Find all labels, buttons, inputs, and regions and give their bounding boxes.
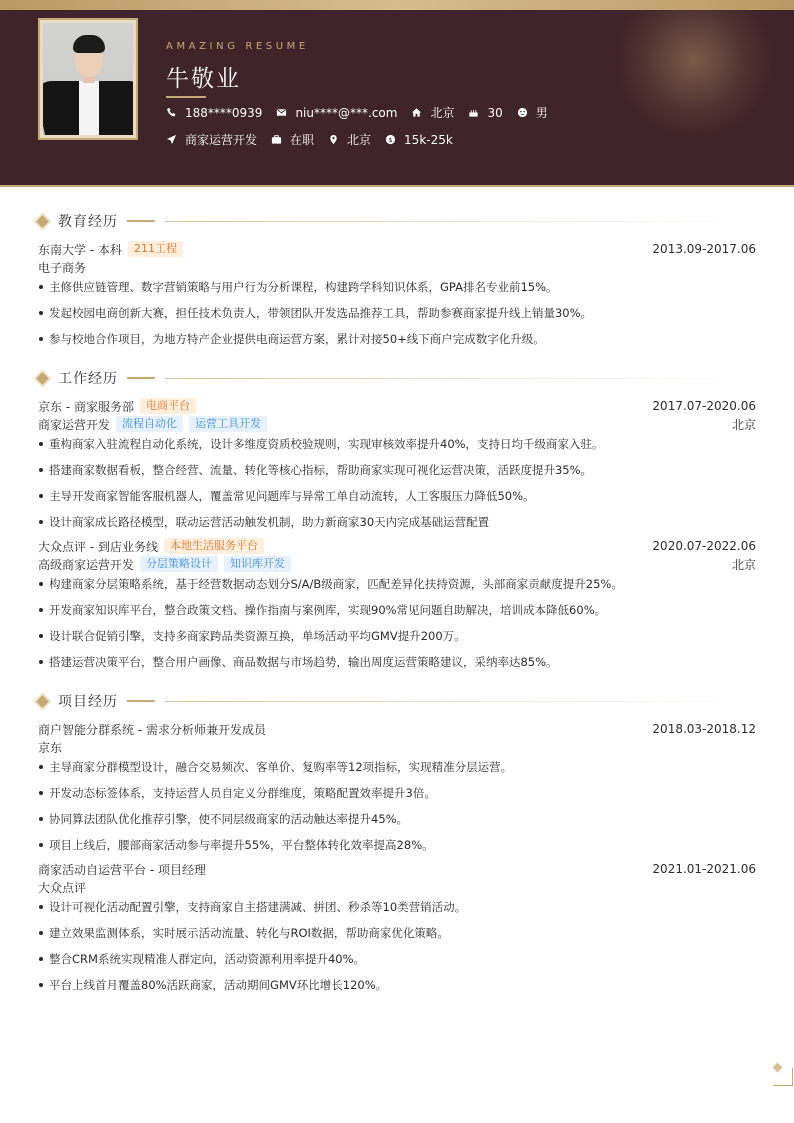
- education-entry: [38, 240, 756, 349]
- city-text: 北京: [430, 106, 455, 120]
- mail-icon: [276, 107, 287, 118]
- salary-text: 15k-25k: [404, 132, 453, 147]
- education-bullets: [38, 279, 756, 349]
- section-diamond-icon: [36, 695, 49, 708]
- age-item: [468, 106, 502, 120]
- header-divider: [0, 185, 794, 187]
- intent-city-item: [328, 131, 371, 148]
- status-item: [271, 131, 314, 148]
- role-tag: 流程自动化: [116, 416, 183, 432]
- work-section-header: [36, 368, 758, 388]
- school-name: 东南大学 - 本科: [38, 242, 122, 257]
- work-date: 2017.07-2020.06: [652, 399, 756, 413]
- corner-ornament: [773, 1064, 793, 1086]
- intent-job-text: 商家运营开发: [185, 133, 258, 147]
- briefcase-icon: [271, 134, 282, 145]
- major-name: 电子商务: [38, 260, 87, 275]
- role-tag: 知识库开发: [224, 556, 291, 572]
- gender-text: 男: [535, 106, 548, 120]
- section-diamond-icon: [36, 215, 49, 228]
- project-name: 商家活动自运营平台 - 项目经理: [38, 862, 206, 877]
- home-icon: [411, 107, 422, 118]
- intent-job-item: [166, 131, 257, 148]
- salary-item: [385, 133, 453, 147]
- list-item: 建立效果监测体系，实时展示活动流量、转化与ROI数据，帮助商家优化策略。: [38, 925, 449, 941]
- section-diamond-icon: [36, 372, 49, 385]
- education-date: 2013.09-2017.06: [652, 242, 756, 256]
- gender-icon: [517, 107, 528, 118]
- job-intent-row: [166, 131, 467, 148]
- list-item: 设计联合促销引擎，支持多商家跨品类资源互换，单场活动平均GMV提升200万。: [38, 628, 466, 644]
- list-item: 参与校地合作项目，为地方特产企业提供电商运营方案，累计对接50+线下商户完成数字化升级。: [38, 331, 545, 347]
- work-date: 2020.07-2022.06: [652, 539, 756, 553]
- list-item: 主修供应链管理、数字营销策略与用户行为分析课程，构建跨学科知识体系，GPA排名专业前15%。: [38, 279, 558, 295]
- list-item: 发起校园电商创新大赛，担任技术负责人，带领团队开发选品推荐工具，帮助参赛商家提升线上销量30%。: [38, 305, 592, 321]
- project-org: 京东: [38, 740, 63, 755]
- job-role: 商家运营开发: [38, 417, 111, 432]
- contact-row: [166, 104, 562, 121]
- phone-icon: [166, 107, 177, 118]
- gender-item: [517, 104, 548, 121]
- list-item: 项目上线后，腰部商家活动参与率提升55%，平台整体转化效率提高28%。: [38, 837, 434, 853]
- list-item: 搭建商家数据看板，整合经营、流量、转化等核心指标，帮助商家实现可视化运营决策，活跃度提升35%。: [38, 462, 592, 478]
- project-date: 2018.03-2018.12: [652, 722, 756, 736]
- work-bullets: [38, 436, 756, 532]
- list-item: 设计商家成长路径模型，联动运营活动触发机制，助力新商家30天内完成基础运营配置: [38, 514, 489, 530]
- list-item: 开发商家知识库平台，整合政策文档、操作指南与案例库，实现90%常见问题自助解决，培训成本降低60%。: [38, 602, 606, 618]
- cake-icon: [468, 107, 479, 118]
- school-tag: 211工程: [128, 241, 183, 257]
- email-item: [276, 106, 397, 120]
- list-item: 协同算法团队优化推荐引擎，使不同层级商家的活动触达率提升45%。: [38, 811, 408, 827]
- section-title: 教育经历: [58, 214, 118, 230]
- name-underline: [166, 96, 206, 98]
- work-city: 北京: [731, 417, 756, 432]
- location-icon: [328, 134, 339, 145]
- company-tag: 电商平台: [140, 398, 196, 414]
- avatar: [43, 23, 133, 135]
- company-name: 京东 - 商家服务部: [38, 399, 134, 414]
- company-name: 大众点评 - 到店业务线: [38, 539, 158, 554]
- work-entry-dianping: [38, 537, 756, 672]
- project-date: 2021.01-2021.06: [652, 862, 756, 876]
- project-bullets: [38, 899, 756, 995]
- work-entry-jd: [38, 397, 756, 532]
- project-bullets: [38, 759, 756, 855]
- status-text: 在职: [290, 133, 315, 147]
- svg-text:$: $: [388, 135, 393, 144]
- list-item: 整合CRM系统实现精准人群定向，活动资源利用率提升40%。: [38, 951, 365, 967]
- project-entry-campaign: [38, 860, 756, 995]
- list-item: 主导开发商家智能客服机器人，覆盖常见问题库与异常工单自动流转，人工客服压力降低50%。: [38, 488, 535, 504]
- role-tag: 分层策略设计: [140, 556, 218, 572]
- city-item: [411, 104, 454, 121]
- top-accent-strip: [0, 0, 794, 10]
- section-title: 项目经历: [58, 694, 118, 710]
- email-text: niu****@***.com: [295, 105, 398, 120]
- list-item: 开发动态标签体系，支持运营人员自定义分群维度，策略配置效率提升3倍。: [38, 785, 436, 801]
- project-entry-segmentation: [38, 720, 756, 855]
- brand-label: AMAZING RESUME: [166, 41, 309, 52]
- company-tag: 本地生活服务平台: [164, 538, 264, 554]
- job-role: 高级商家运营开发: [38, 557, 135, 572]
- education-section-header: [36, 211, 758, 231]
- role-tag: 运营工具开发: [189, 416, 267, 432]
- intent-city-text: 北京: [347, 133, 372, 147]
- list-item: 平台上线首月覆盖80%活跃商家，活动期间GMV环比增长120%。: [38, 977, 387, 993]
- project-org: 大众点评: [38, 880, 87, 895]
- list-item: 搭建运营决策平台，整合用户画像、商品数据与市场趋势，输出周度运营策略建议，采纳率达85%。: [38, 654, 558, 670]
- profile-photo: [38, 18, 138, 140]
- phone-text: 188****0939: [185, 105, 263, 120]
- list-item: 主导商家分群模型设计，融合交易频次、客单价、复购率等12项指标，实现精准分层运营。: [38, 759, 512, 775]
- list-item: 构建商家分层策略系统，基于经营数据动态划分S/A/B级商家，匹配差异化扶持资源，头部商家贡献度提升25%。: [38, 576, 623, 592]
- work-city: 北京: [731, 557, 756, 572]
- list-item: 重构商家入驻流程自动化系统，设计多维度资质校验规则，实现审核效率提升40%，支持日均千级商家入驻。: [38, 436, 604, 452]
- money-icon: [385, 134, 396, 145]
- candidate-name: 牛敬业: [166, 66, 241, 92]
- send-icon: [166, 134, 177, 145]
- project-name: 商户智能分群系统 - 需求分析师兼开发成员: [38, 722, 266, 737]
- list-item: 设计可视化活动配置引擎，支持商家自主搭建满减、拼团、秒杀等10类营销活动。: [38, 899, 466, 915]
- project-section-header: [36, 691, 758, 711]
- work-bullets: [38, 576, 756, 672]
- phone-item: [166, 106, 262, 120]
- age-text: 30: [487, 105, 503, 120]
- section-title: 工作经历: [58, 371, 118, 387]
